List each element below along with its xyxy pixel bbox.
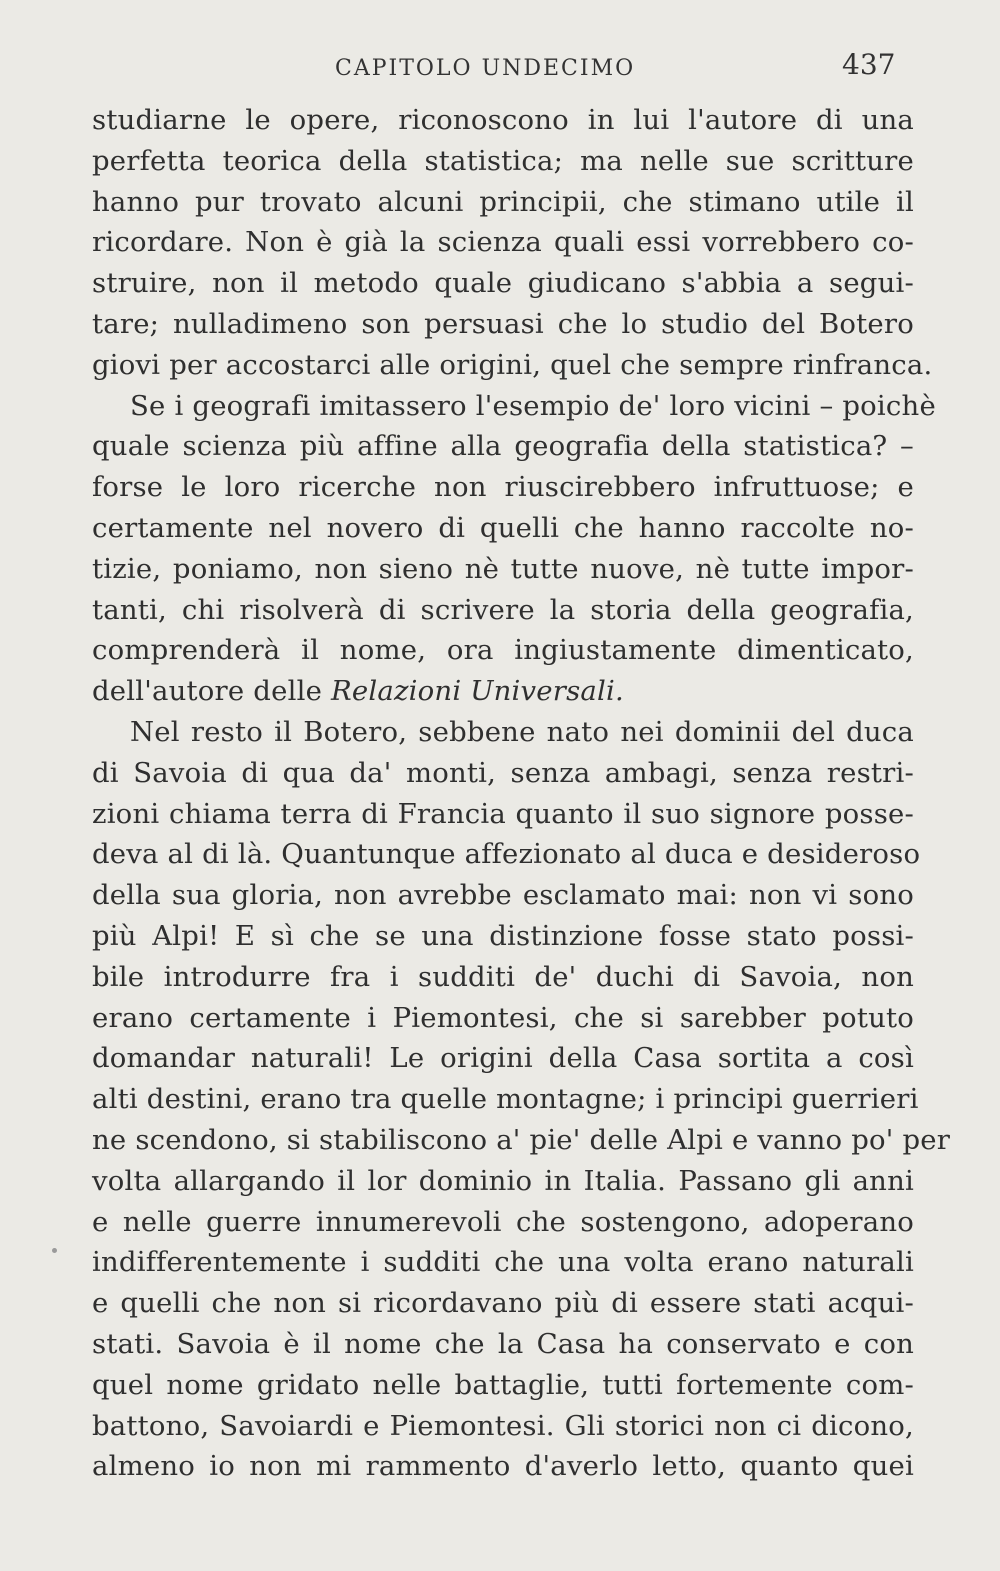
- text-line: quale scienza più affine alla geografia della statistica? –: [92, 430, 914, 463]
- page-number: 437: [842, 48, 896, 81]
- text-line: comprenderà il nome, ora ingiustamente dimenticato,: [92, 634, 914, 667]
- text-line: erano certamente i Piemontesi, che si sarebber potuto: [92, 1001, 914, 1034]
- text-line: Nel resto il Botero, sebbene nato nei dominii del duca: [130, 715, 914, 748]
- text-line: indifferentemente i sudditi che una volta erano naturali: [92, 1246, 914, 1279]
- text-line: di Savoia di qua da' monti, senza ambagi, senza restri-: [92, 756, 914, 789]
- text-line: stati. Savoia è il nome che la Casa ha conservato e con: [92, 1327, 914, 1360]
- text-line: tanti, chi risolverà di scrivere la storia della geografia,: [92, 593, 914, 626]
- running-head: [0, 48, 1000, 88]
- text-line: ne scendono, si stabiliscono a' pie' delle Alpi e vanno po' per: [92, 1123, 951, 1156]
- text-line: Se i geografi imitassero l'esempio de' loro vicini – poichè: [130, 389, 936, 422]
- text-line: hanno pur trovato alcuni principii, che stimano utile il: [92, 185, 914, 218]
- text-line: domandar naturali! Le origini della Casa sortita a così: [92, 1042, 914, 1075]
- text-line: quel nome gridato nelle battaglie, tutti fortemente com-: [92, 1368, 914, 1401]
- text-line: alti destini, erano tra quelle montagne; i principi guerrieri: [92, 1083, 919, 1116]
- text-line: della sua gloria, non avrebbe esclamato mai: non vi sono: [92, 879, 914, 912]
- text-line: più Alpi! E sì che se una distinzione fosse stato possi-: [92, 919, 914, 952]
- text-line: volta allargando il lor dominio in Italia. Passano gli anni: [92, 1164, 914, 1197]
- paper-speck: [52, 1248, 57, 1253]
- italic-title: Relazioni Universali.: [331, 675, 624, 708]
- text-line: giovi per accostarci alle origini, quel che sempre rinfranca.: [92, 348, 933, 381]
- text-line: studiarne le opere, riconoscono in lui l'autore di una: [92, 104, 914, 136]
- text-line: battono, Savoiardi e Piemontesi. Gli storici non ci dicono,: [92, 1409, 914, 1442]
- text-line: bile introdurre fra i sudditi de' duchi di Savoia, non: [92, 960, 914, 993]
- text-line: tare; nulladimeno son persuasi che lo studio del Botero: [92, 307, 914, 340]
- text-line: e nelle guerre innumerevoli che sostengono, adoperano: [92, 1205, 914, 1238]
- body-text: [92, 100, 951, 1487]
- text-line: perfetta teorica della statistica; ma nelle sue scritture: [92, 144, 914, 177]
- text-line: ricordare. Non è già la scienza quali essi vorrebbero co-: [92, 226, 914, 259]
- text-line: e quelli che non si ricordavano più di essere stati acqui-: [92, 1287, 914, 1320]
- text-line: forse le loro ricerche non riuscirebbero infruttuose; e: [92, 471, 914, 504]
- text-line: almeno io non mi rammento d'averlo letto, quanto quei: [92, 1450, 914, 1483]
- text-line: zioni chiama terra di Francia quanto il suo signore posse-: [92, 797, 914, 830]
- chapter-title: CAPITOLO UNDECIMO: [335, 56, 636, 81]
- text-line: struire, non il metodo quale giudicano s'abbia a segui-: [92, 267, 914, 300]
- text-fragment: dell'autore delle: [92, 675, 323, 708]
- text-line-with-title: [92, 671, 914, 712]
- text-line: tizie, poniamo, non sieno nè tutte nuove, nè tutte impor-: [92, 552, 914, 585]
- text-line: certamente nel novero di quelli che hanno raccolte no-: [92, 511, 914, 544]
- text-line: deva al di là. Quantunque affezionato al duca e desideroso: [92, 838, 921, 871]
